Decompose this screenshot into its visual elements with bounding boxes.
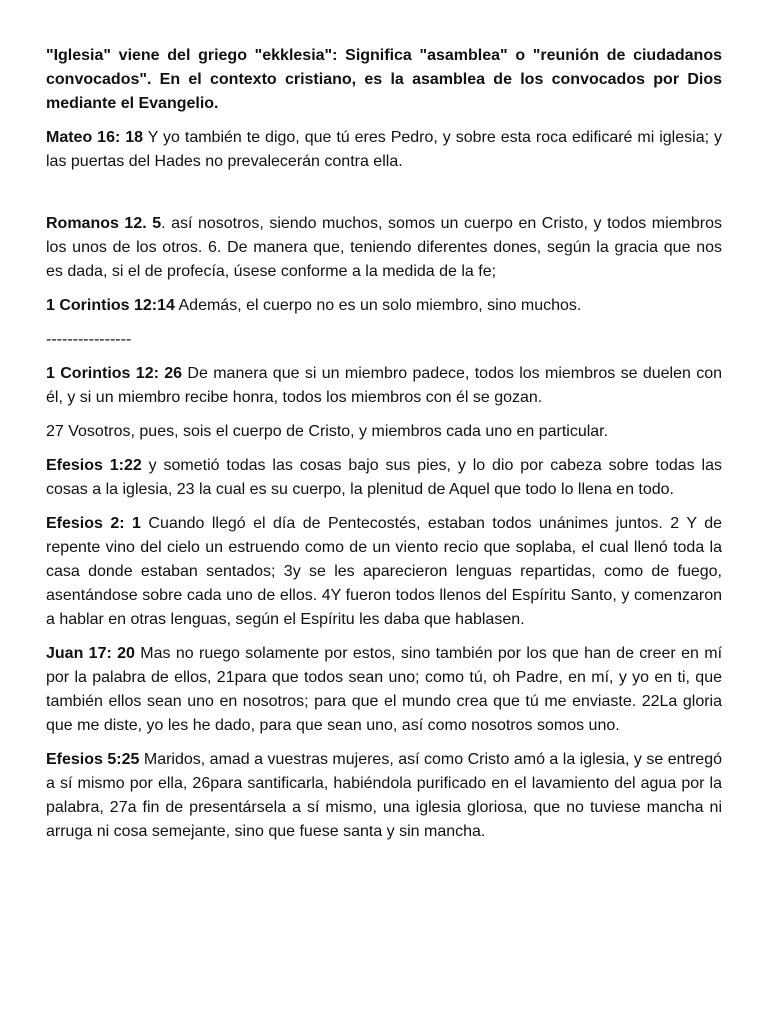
verse-1-corintios-12-27: 27 Vosotros, pues, sois el cuerpo de Cristo, y miembros cada uno en particular. xyxy=(46,423,609,440)
intro-paragraph: "Iglesia" viene del griego "ekklesia": Significa "asamblea" o "reunión de ciudadanos convocados". En el contexto cristiano, es la asamblea de los convocados por Dios mediante el Evangelio. xyxy=(46,47,722,112)
verse-1-corintios-12-14 xyxy=(46,294,722,318)
verse-text: De manera que si un miembro padece, todos los miembros se duelen con él, y si un miembro recibe honra, todos los miembros con él se gozan. xyxy=(46,365,723,406)
verse-text: Además, el cuerpo no es un solo miembro, sino muchos. xyxy=(174,297,582,314)
verse-efesios-1-22 xyxy=(46,454,722,502)
verse-romanos-12-5 xyxy=(46,212,722,284)
verse-mateo-16-18 xyxy=(46,126,722,174)
verse-reference: 1 Corintios 12:14 xyxy=(46,297,175,314)
verse-efesios-5-25 xyxy=(46,748,722,844)
verse-reference: Romanos 12. 5 xyxy=(46,215,162,232)
verse-reference: 1 Corintios 12: 26 xyxy=(46,365,183,382)
blank-gap xyxy=(46,184,722,212)
verse-text: . así nosotros, siendo muchos, somos un cuerpo en Cristo, y todos miembros los unos de los otros. 6. De manera que, teniendo diferentes dones, según la gracia que nos es dada, si el de profecía, úsese conforme a la medida de la fe; xyxy=(46,215,722,280)
verse-juan-17-20 xyxy=(46,642,722,738)
verse-text: Mas no ruego solamente por estos, sino también por los que han de creer en mí por la palabra de ellos, 21para que todos sean uno; como tú, oh Padre, en mí, y yo en ti, que también ellos sean uno en nosotros; para que el mundo crea que tú me enviaste. 22La gloria que me diste, yo les he dado, para que sean uno, así como nosotros somos uno. xyxy=(46,645,723,734)
verse-reference: Efesios 2: 1 xyxy=(46,515,141,532)
verse-reference: Mateo 16: 18 xyxy=(46,129,144,146)
document-page xyxy=(46,44,722,854)
verse-text: Y yo también te digo, que tú eres Pedro, y sobre esta roca edificaré mi iglesia; y las puertas del Hades no prevalecerán contra ella. xyxy=(46,129,722,170)
separator-line: ---------------- xyxy=(46,331,132,348)
verse-efesios-2-1 xyxy=(46,512,722,632)
verse-reference: Juan 17: 20 xyxy=(46,645,135,662)
verse-text: Cuando llegó el día de Pentecostés, estaban todos unánimes juntos. 2 Y de repente vino del cielo un estruendo como de un viento recio que soplaba, el cual llenó toda la casa donde estaban sentados; 3y se les aparecieron lenguas repartidas, como de fuego, asentándose sobre cada uno de ellos. 4Y fueron todos llenos del Espíritu Santo, y comenzaron a hablar en otras lenguas, según el Espíritu les daba que hablasen. xyxy=(46,515,722,628)
verse-1-corintios-12-26 xyxy=(46,362,722,410)
verse-reference: Efesios 5:25 xyxy=(46,751,140,768)
verse-text: y sometió todas las cosas bajo sus pies, y lo dio por cabeza sobre todas las cosas a la iglesia, 23 la cual es su cuerpo, la plenitud de Aquel que todo lo llena en todo. xyxy=(46,457,722,498)
verse-text: Maridos, amad a vuestras mujeres, así como Cristo amó a la iglesia, y se entregó a sí mismo por ella, 26para santificarla, habiéndola purificado en el lavamiento del agua por la palabra, 27a fin de presentársela a sí mismo, una iglesia gloriosa, que no tuviese mancha ni arruga ni cosa semejante, sino que fuese santa y sin mancha. xyxy=(46,751,723,840)
verse-reference: Efesios 1:22 xyxy=(46,457,142,474)
